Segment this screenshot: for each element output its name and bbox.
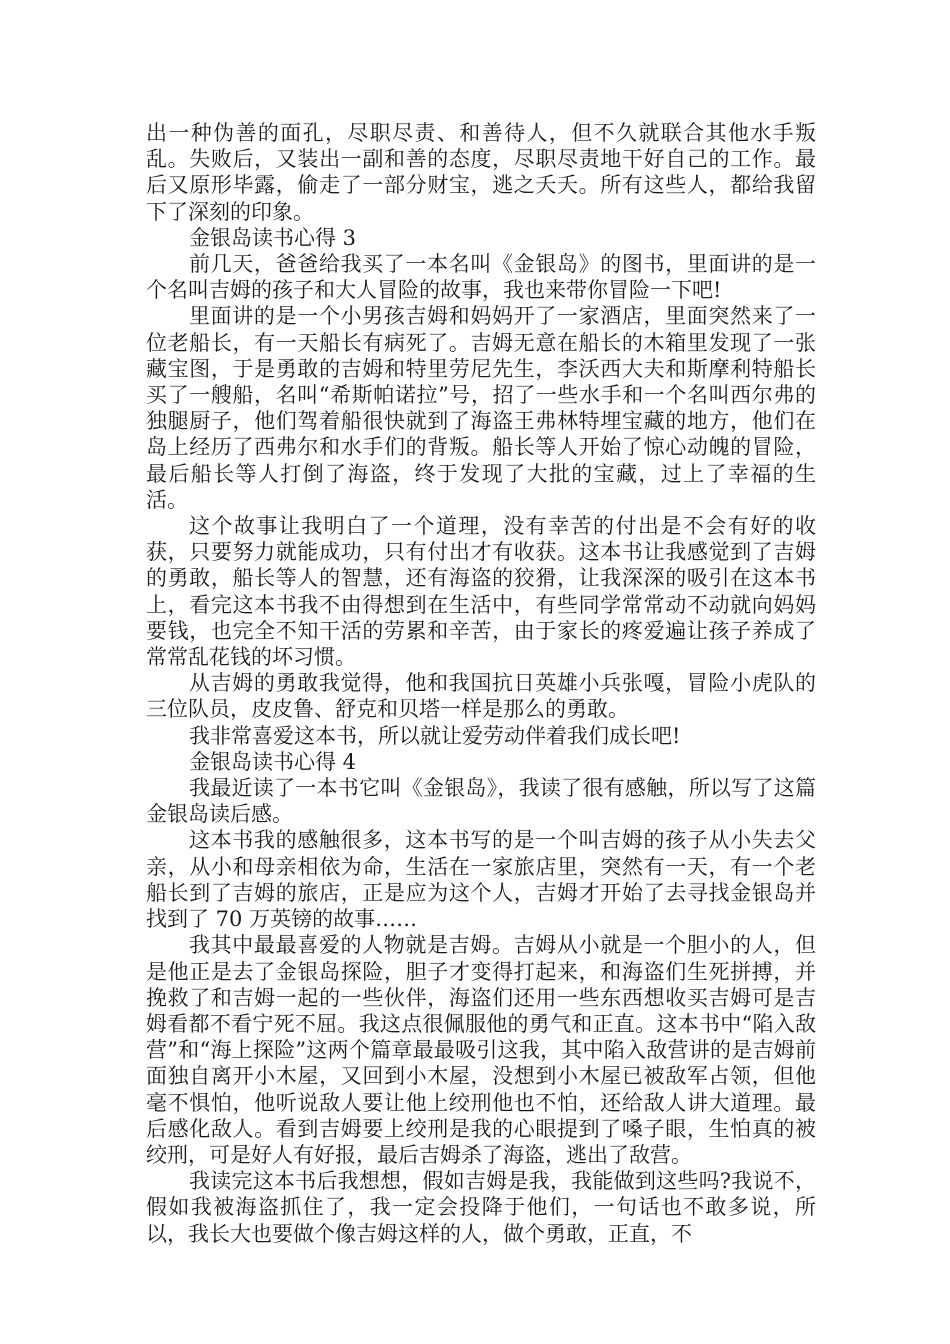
body-paragraph: 我其中最最喜爱的人物就是吉姆。吉姆从小就是一个胆小的人，但是他正是去了金银岛探险，胆子才变得打起来，和海盗们生死拼搏，并挽救了和吉姆一起的一些伙伴，海盗们还用一些东西想收买吉姆可是吉姆看都不看宁死不屈。我这点很佩服他的勇气和正直。这本书中“陷入敌营”和“海上探险”这两个篇章最最吸引这我，其中陷入敌营讲的是吉姆前面独自离开小木屋，又回到小木屋，没想到小木屋已被敌军占领，但他毫不惧怕，他听说敌人要让他上绞刑他也不怕，还给敌人讲大道理。最后感化敌人。看到吉姆要上绞刑是我的心眼提到了嗓子眼，生怕真的被绞刑，可是好人有好报，最后吉姆杀了海盗，逃出了敌营。 — [146, 933, 816, 1167]
body-paragraph: 从吉姆的勇敢我觉得，他和我国抗日英雄小兵张嘎，冒险小虎队的三位队员，皮皮鲁、舒克和贝塔一样是那么的勇敢。 — [146, 671, 816, 722]
body-paragraph: 出一种伪善的面孔，尽职尽责、和善待人，但不久就联合其他水手叛乱。失败后，又装出一副和善的态度，尽职尽责地干好自己的工作。最后又原形毕露，偷走了一部分财宝，逃之夭夭。所有这些人，都给我留下了深刻的印象。 — [146, 121, 816, 224]
body-paragraph: 我最近读了一本书它叫《金银岛》，我读了很有感触，所以写了这篇金银岛读后感。 — [146, 776, 816, 827]
body-paragraph: 我非常喜爱这本书，所以就让爱劳动伴着我们成长吧! — [189, 723, 681, 748]
body-paragraph: 这个故事让我明白了一个道理，没有幸苦的付出是不会有好的收获，只要努力就能成功，只有付出才有收获。这本书让我感觉到了吉姆的勇敢，船长等人的智慧，还有海盗的狡猾，让我深深的吸引在这本书上，看完这本书我不由得想到在生活中，有些同学常常动不动就向妈妈要钱，也完全不知干活的劳累和辛苦，由于家长的疼爱遍让孩子养成了常常乱花钱的坏习惯。 — [146, 514, 816, 670]
document-page — [146, 120, 816, 1247]
section-heading: 金银岛读书心得 3 — [189, 225, 357, 250]
body-paragraph: 我读完这本书后我想想，假如吉姆是我，我能做到这些吗?我说不，假如我被海盗抓住了，我一定会投降于他们，一句话也不敢多说，所以，我长大也要做个像吉姆这样的人，做个勇敢，正直，不 — [146, 1169, 816, 1246]
body-paragraph: 前几天，爸爸给我买了一本名叫《金银岛》的图书，里面讲的是一个名叫吉姆的孩子和大人冒险的故事，我也来带你冒险一下吧! — [146, 252, 816, 303]
section-heading: 金银岛读书心得 4 — [189, 749, 357, 774]
body-paragraph: 这本书我的感触很多，这本书写的是一个叫吉姆的孩子从小失去父亲，从小和母亲相依为命，生活在一家旅店里，突然有一天，有一个老船长到了吉姆的旅店，正是应为这个人，吉姆才开始了去寻找金银岛并找到了 70 万英镑的故事…… — [146, 828, 816, 932]
body-paragraph: 里面讲的是一个小男孩吉姆和妈妈开了一家酒店，里面突然来了一位老船长，有一天船长有病死了。吉姆无意在船长的木箱里发现了一张藏宝图，于是勇敢的吉姆和特里劳尼先生，李沃西大夫和斯摩利特船长买了一艘船，名叫“希斯帕诺拉”号，招了一些水手和一个名叫西尔弗的独腿厨子，他们驾着船很快就到了海盗王弗林特埋宝藏的地方，他们在岛上经历了西弗尔和水手们的背叛。船长等人开始了惊心动魄的冒险，最后船长等人打倒了海盗，终于发现了大批的宝藏，过上了幸福的生活。 — [146, 304, 816, 512]
